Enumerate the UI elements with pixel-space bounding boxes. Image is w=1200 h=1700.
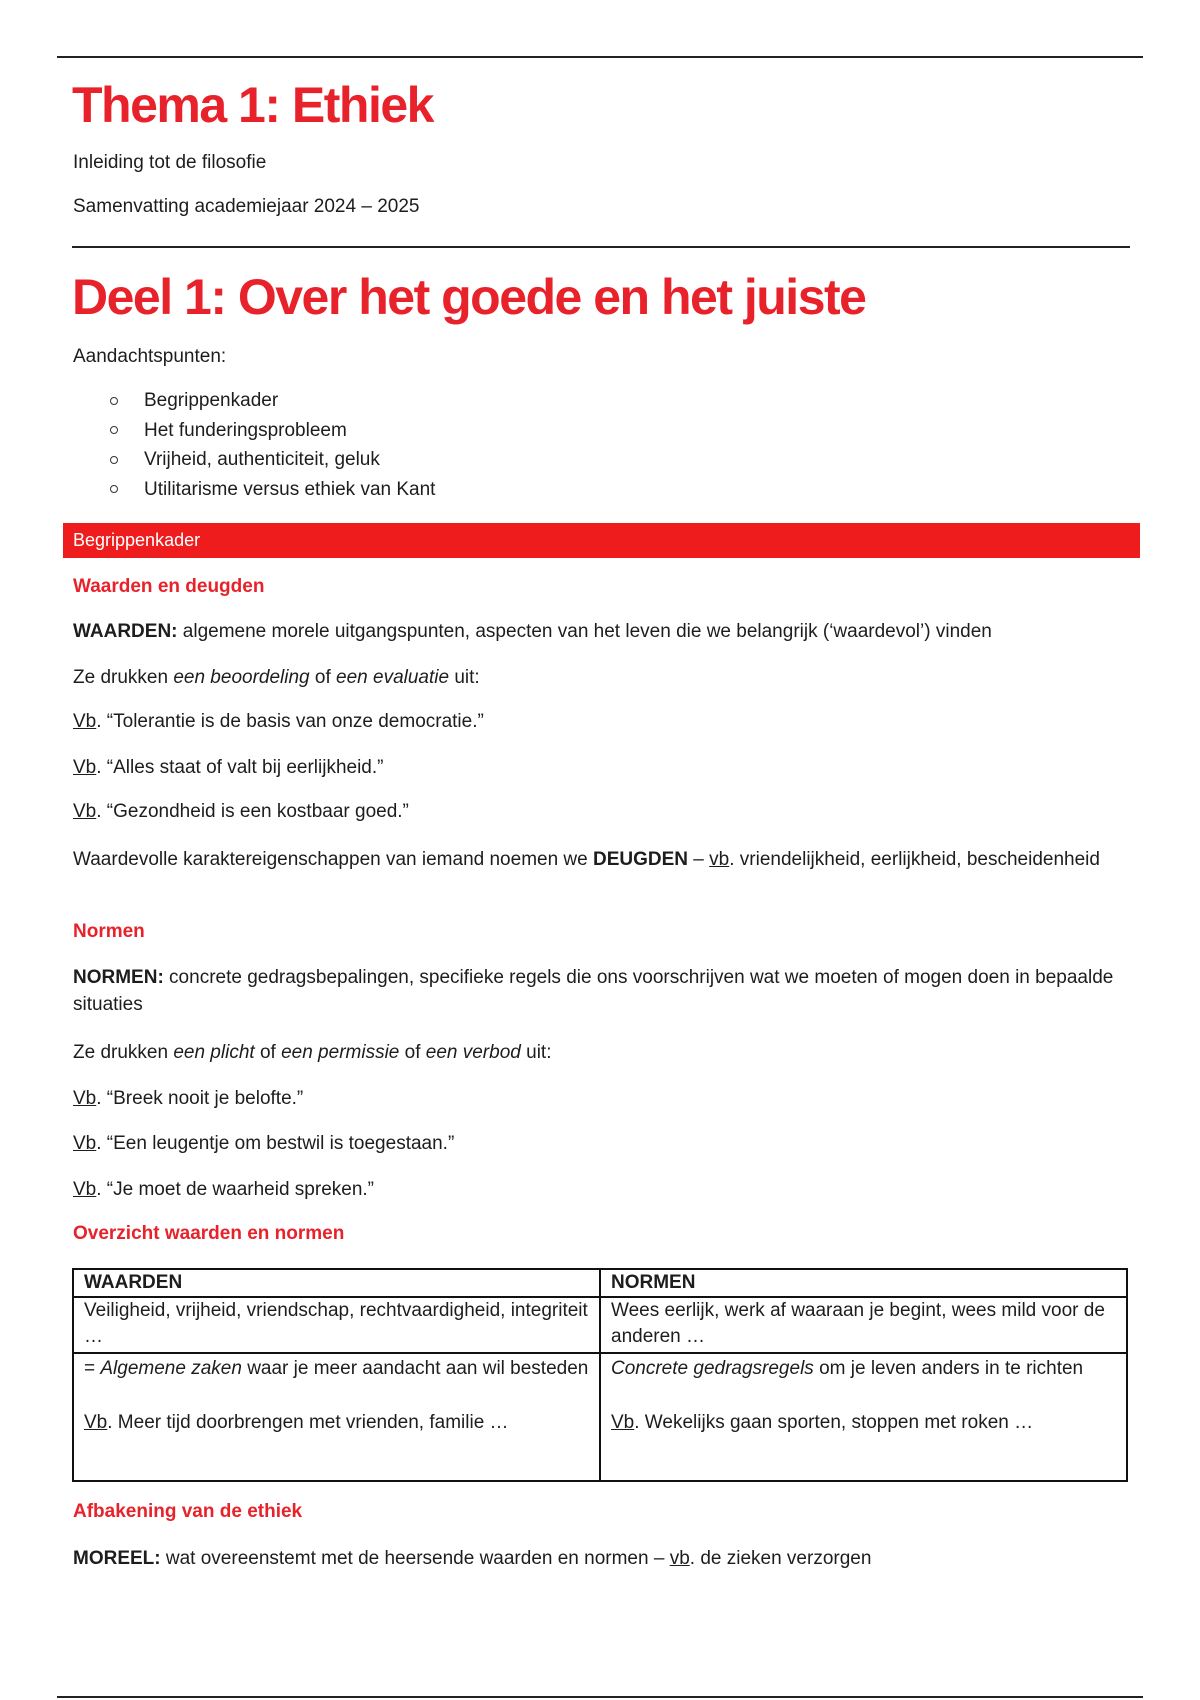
values-example: Vb. “Tolerantie is de basis van onze democratie.” (73, 711, 484, 732)
list-item: Het funderingsprobleem (100, 416, 435, 446)
table-cell: = Algemene zaken waar je meer aandacht aan wil besteden Vb. Meer tijd doorbrengen met vrienden, familie … (73, 1353, 600, 1481)
scope-heading: Afbakening van de ethiek (73, 1501, 303, 1522)
table-cell: Veiligheid, vrijheid, vriendschap, rechtvaardigheid, integriteit … (73, 1297, 600, 1353)
virtues-paragraph: Waardevolle karaktereigenschappen van iemand noemen we DEUGDEN – vb. vriendelijkheid, eerlijkheid, bescheidenheid (73, 849, 1100, 870)
values-example: Vb. “Alles staat of valt bij eerlijkheid.” (73, 757, 384, 778)
bullet-icon (110, 456, 118, 464)
norms-heading: Normen (73, 921, 145, 942)
values-example: Vb. “Gezondheid is een kostbaar goed.” (73, 801, 409, 822)
moral-definition: MOREEL: wat overeenstemt met de heersende waarden en normen – vb. de zieken verzorgen (73, 1548, 872, 1569)
bullet-icon (110, 485, 118, 493)
bullet-icon (110, 426, 118, 434)
part-title: Deel 1: Over het goede en het juiste (72, 269, 866, 325)
list-item: Utilitarisme versus ethiek van Kant (100, 475, 435, 505)
table-row (73, 1353, 1127, 1481)
document-title: Thema 1: Ethiek (72, 77, 433, 133)
column-header-norms: NORMEN (600, 1269, 1127, 1297)
top-rule (57, 56, 1143, 58)
course-name: Inleiding tot de filosofie (73, 152, 267, 173)
norms-example: Vb. “Breek nooit je belofte.” (73, 1088, 304, 1109)
bottom-rule (57, 1696, 1143, 1698)
table-row (73, 1297, 1127, 1353)
norms-example: Vb. “Een leugentje om bestwil is toegestaan.” (73, 1133, 455, 1154)
norms-example: Vb. “Je moet de waarheid spreken.” (73, 1179, 374, 1200)
overview-heading: Overzicht waarden en normen (73, 1223, 345, 1244)
table-cell: Concrete gedragsregels om je leven anders in te richten Vb. Wekelijks gaan sporten, stoppen met roken … (600, 1353, 1127, 1481)
values-heading: Waarden en deugden (73, 576, 265, 597)
values-expression: Ze drukken een beoordeling of een evaluatie uit: (73, 667, 480, 688)
column-header-values: WAARDEN (73, 1269, 600, 1297)
norms-expression: Ze drukken een plicht of een permissie of een verbod uit: (73, 1042, 552, 1063)
section-rule (72, 246, 1130, 248)
section-banner: Begrippenkader (63, 523, 1140, 558)
overview-table (72, 1268, 1128, 1482)
focus-list (100, 386, 435, 504)
list-item: Vrijheid, authenticiteit, geluk (100, 445, 435, 475)
focus-label: Aandachtspunten: (73, 346, 227, 367)
norms-definition: NORMEN: concrete gedragsbepalingen, specifieke regels die ons voorschrijven wat we moeten of mogen doen in bepaalde situaties (73, 967, 1114, 1015)
bullet-icon (110, 397, 118, 405)
values-definition: WAARDEN: algemene morele uitgangspunten, aspecten van het leven die we belangrijk (‘waardevol’) vinden (73, 621, 992, 642)
table-cell: Wees eerlijk, werk af waaraan je begint, wees mild voor de anderen … (600, 1297, 1127, 1353)
table-row (73, 1269, 1127, 1297)
summary-label: Samenvatting academiejaar 2024 – 2025 (73, 196, 420, 217)
list-item: Begrippenkader (100, 386, 435, 416)
